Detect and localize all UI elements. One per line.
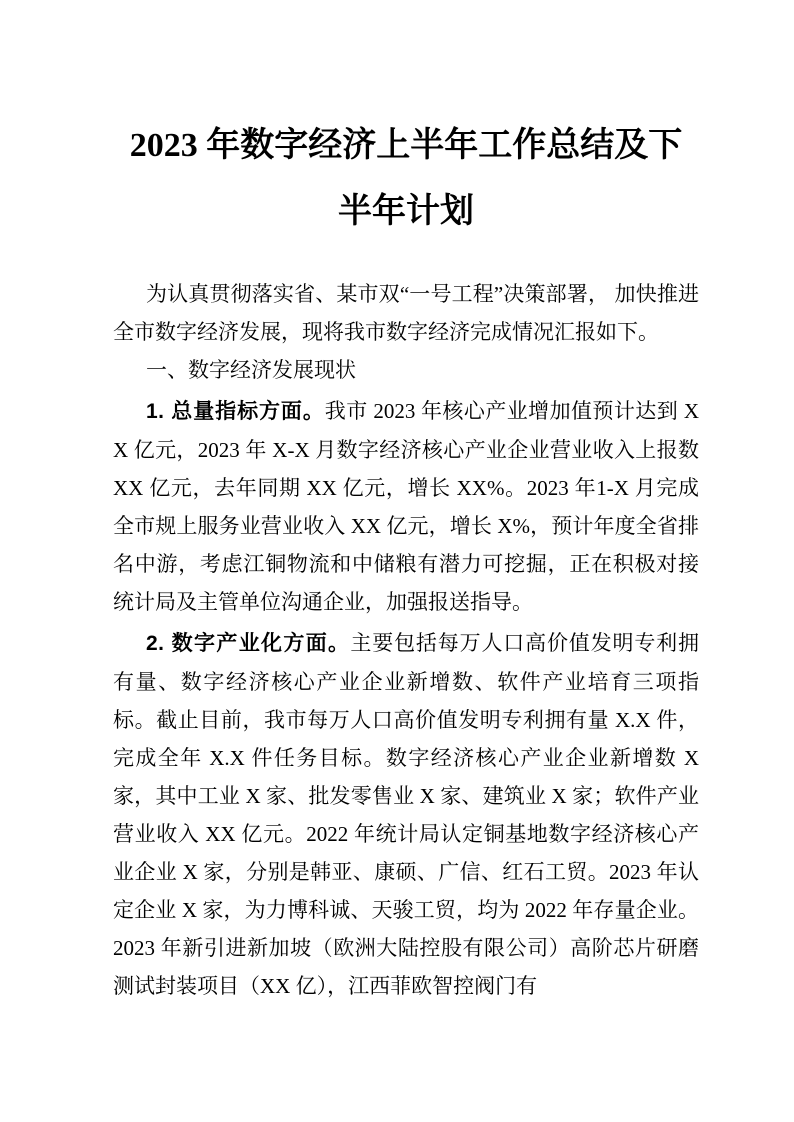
- document-title: 2023 年数字经济上半年工作总结及下半年计划: [129, 127, 683, 230]
- paragraph-item-2: [113, 624, 699, 1005]
- item-1-lead: 1. 总量指标方面。: [146, 400, 325, 423]
- intro-paragraph: 为认真贯彻落实省、某市双“一号工程”决策部署， 加快推进全市数字经济发展，现将我市数字经济完成情况汇报如下。: [113, 282, 699, 344]
- section-heading-1: 一、数字经济发展现状: [146, 358, 356, 382]
- item-1-body: 我市 2023 年核心产业增加值预计达到 XX 亿元，2023 年 X-X 月数字经济核心产业企业营业收入上报数 XX 亿元，去年同期 XX 亿元，增长 XX%。2023 年1-X 月完成全市规上服务业营业收入 XX 亿元，增长 X%，预计年度全省排名中游，考虑江铜物流和中储粮有潜力可挖掘，正在积极对接统计局及主管单位沟通企业，加强报送指导。: [113, 399, 699, 614]
- item-2-body: 主要包括每万人口高价值发明专利拥有量、数字经济核心产业企业新增数、软件产业培育三项指标。截止目前，我市每万人口高价值发明专利拥有量 X.X 件，完成全年 X.X 件任务目标。数字经济核心产业企业新增数 X 家，其中工业 X 家、批发零售业 X 家、建筑业 X 家；软件产业营业收入 XX 亿元。2022 年统计局认定铜基地数字经济核心产业企业 X 家，分别是韩亚、康硕、广信、红石工贸。2023 年认定企业 X 家，为力博科诚、天骏工贸，均为 2022 年存量企业。2023 年新引进新加坡（欧洲大陆控股有限公司）高阶芯片研磨测试封装项目（XX 亿），江西菲欧智控阀门有: [113, 631, 699, 998]
- paragraph-item-1: [113, 392, 699, 621]
- item-2-lead: 2. 数字产业化方面。: [146, 632, 351, 655]
